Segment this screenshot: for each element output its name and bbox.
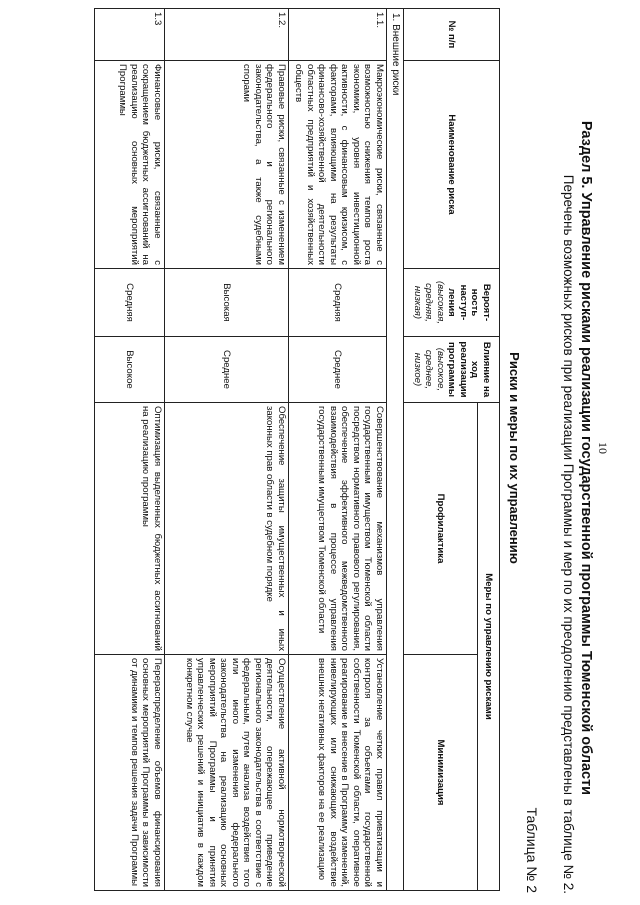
row-probability: Средняя — [95, 269, 165, 337]
section-row-label: 1. Внешние риски — [387, 9, 404, 891]
page-number: 10 — [596, 442, 610, 454]
row-minimization: Установление четких правил приватизации и контроля за объектами государственной собственности Тюменской области, оперативное реагирование и внесение в Программу изменений, нивелирующих или снижающих воздействие внешних негативных факторов на ее реализацию — [289, 655, 387, 891]
table-row — [95, 9, 165, 891]
row-impact: Среднее — [165, 337, 289, 403]
header-minimization: Минимизация — [404, 655, 478, 891]
table-row — [289, 9, 387, 891]
row-minimization: Перераспределение объемов финансирования основных мероприятий Программы в зависимости от динамики и темпов решения задачи Программы — [95, 655, 165, 891]
header-probability-note: (высокая, средняя, низкая) — [411, 280, 446, 325]
row-risk-name: Финансовые риски, связанные с сокращением бюджетных ассигнований на реализацию основных мероприятий Программы — [95, 61, 165, 269]
risk-table — [94, 8, 500, 891]
section-title: Раздел 5. Управление рисками реализации государственной программы Тюменской области — [578, 120, 594, 796]
table-row — [165, 9, 289, 891]
intro-text: Перечень возможных рисков при реализации Программы и мер по их преодолению представлены в таблице № 2. — [561, 174, 576, 894]
row-risk-name: Правовые риски, связанные с изменением федерального и регионального законодательства, а также судебными спорами — [165, 61, 289, 269]
row-num: 1.3 — [95, 9, 165, 61]
row-num: 1.2. — [165, 9, 289, 61]
header-impact-note: (высокое, среднее, низкое) — [411, 347, 446, 392]
row-probability: Высокая — [165, 269, 289, 337]
row-impact: Среднее — [289, 337, 387, 403]
header-prevention: Профилактика — [404, 403, 478, 655]
row-impact: Высокое — [95, 337, 165, 403]
header-impact — [404, 337, 500, 403]
row-prevention: Совершенствование механизмов управления государственным имуществом Тюменской области посредством нормативного правового регулирования, обеспечение эффективного межведомственного взаимодействия в процессе управления государственным имуществом Тюменской области — [289, 403, 387, 655]
row-risk-name: Макроэкономические риски, связанные с возможностью снижения темпов роста экономики, уровня инвестиционной активности, с финансовым кризисом, с факторами, влияющими на результаты финансово-хозяйственной деятельности областных предприятий и хозяйственных обществ — [289, 61, 387, 269]
row-prevention: Оптимизация выделенных бюджетных ассигнований на реализацию программы — [95, 403, 165, 655]
row-prevention: Обеспечение защиты имущественных и иных законных прав области в судебном порядке — [165, 403, 289, 655]
table-header-row — [478, 9, 500, 891]
table-title: Риски и меры по их управлению — [507, 352, 522, 564]
row-num: 1.1. — [289, 9, 387, 61]
header-impact-label: Влияние на ход реализации программы — [446, 341, 492, 398]
header-probability-label: Вероят-ность наступ-ления — [446, 283, 492, 322]
section-row — [387, 9, 404, 891]
row-minimization: Осуществление активной нормотворческой деятельности, опережающее приведение регионального законодательства в соответствие с федеральным, путем анализа воздействия того или иного изменения федерального законодательства на реализацию основных мероприятий Программы и принятия управленческих решений и инициатив в каждом конкретном случае — [165, 655, 289, 891]
header-num: № п/п — [404, 9, 500, 61]
table-number: Таблица № 2 — [524, 807, 540, 893]
row-probability: Средняя — [289, 269, 387, 337]
header-risk-name: Наименование риска — [404, 61, 500, 269]
header-measures: Меры по управлению рисками — [478, 403, 500, 891]
header-probability — [404, 269, 500, 337]
